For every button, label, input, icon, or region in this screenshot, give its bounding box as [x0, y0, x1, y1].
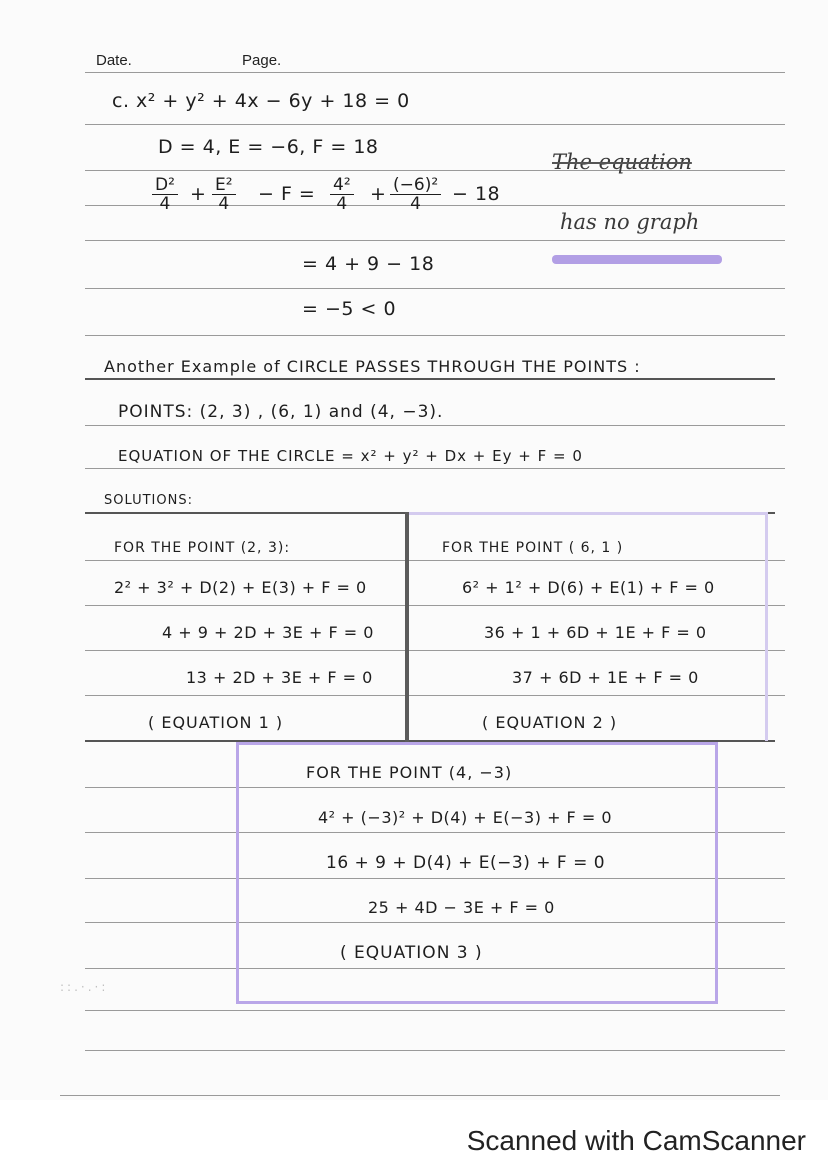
- part-c-equation: c. x² + y² + 4x − 6y + 18 = 0: [112, 90, 410, 112]
- solutions-label: SOLUTIONS:: [104, 493, 193, 508]
- fraction-minus-six-squared: $\frac{\text{(−6)²}}{4}$: [390, 176, 441, 213]
- equation-2-label: ( EQUATION 2 ): [482, 713, 618, 732]
- ruled-line: [85, 425, 785, 426]
- left-col-line1: 2² + 3² + D(2) + E(3) + F = 0: [114, 578, 367, 597]
- equation-1-label: ( EQUATION 1 ): [148, 713, 284, 732]
- camscanner-watermark: Scanned with CamScanner: [466, 1125, 806, 1156]
- no-graph-note-line2: has no graph: [560, 210, 700, 234]
- no-graph-note-line1: The equation: [552, 150, 692, 174]
- scan-noise: ::.·.·:: [60, 980, 109, 994]
- part-c-coefficients: D = 4, E = −6, F = 18: [158, 136, 379, 158]
- ruled-line: [60, 1095, 780, 1096]
- bottom-line1: 4² + (−3)² + D(4) + E(−3) + F = 0: [318, 808, 613, 827]
- fraction-d-squared: $\frac{\text{D²}}{4}$: [152, 176, 178, 213]
- part-c-step2: = 4 + 9 − 18: [302, 253, 435, 275]
- ruled-line: [85, 1010, 785, 1011]
- equation-3-label: ( EQUATION 3 ): [340, 943, 483, 963]
- ruled-line: [85, 124, 785, 125]
- highlight-stroke: [552, 255, 722, 264]
- right-col-line3: 37 + 6D + 1E + F = 0: [512, 668, 699, 687]
- date-label: Date.: [96, 52, 132, 69]
- bottom-heading: FOR THE POINT (4, −3): [306, 763, 513, 782]
- ruled-line: [85, 288, 785, 289]
- ruled-line: [85, 240, 785, 241]
- ruled-line: [85, 72, 785, 73]
- example-title: Another Example of CIRCLE PASSES THROUGH THE POINTS :: [104, 357, 641, 376]
- ruled-line: [85, 468, 785, 469]
- part-c-step3: = −5 < 0: [302, 298, 397, 320]
- right-col-line1: 6² + 1² + D(6) + E(1) + F = 0: [462, 578, 715, 597]
- bottom-line3: 25 + 4D − 3E + F = 0: [368, 898, 555, 917]
- ruled-line: [85, 1050, 785, 1051]
- left-col-heading: FOR THE POINT (2, 3):: [114, 540, 291, 556]
- general-equation: EQUATION OF THE CIRCLE = x² + y² + Dx + Ey + F = 0: [118, 447, 583, 465]
- right-col-heading: FOR THE POINT ( 6, 1 ): [442, 540, 624, 556]
- page-label: Page.: [242, 52, 282, 69]
- fraction-e-squared: $\frac{\text{E²}}{4}$: [212, 176, 236, 213]
- ruled-line: [85, 335, 785, 336]
- bottom-line2: 16 + 9 + D(4) + E(−3) + F = 0: [326, 853, 606, 873]
- left-col-line3: 13 + 2D + 3E + F = 0: [186, 668, 373, 687]
- notebook-page: Date. Page. c. x² + y² + 4x − 6y + 18 = 0 D = 4, E = −6, F = 18 $\frac{\text{D²}}{4}$ + $\frac{\text{E²}}{4}$ − F = $\frac{\text{4²}}{4}$ + $\frac{\text{(−6)²}}{4}$ − 18 = 4 + 9 − 18 = −5 < 0 The equation has no graph Another Example of CIRCLE PASSES THROUGH THE POINTS : POINTS: (2, 3) , (6, 1) and (4, −3). EQUATION OF THE CIRCLE = x² + y² + Dx + Ey + F = 0 SOLUTIONS: FOR THE POINT (2, 3): 2² + 3² + D(2) + E(3) + F = 0 4 + 9 + 2D + 3E + F = 0 13 + 2D + 3E + F = 0 ( EQUATION 1 ) FOR THE POINT ( 6, 1 ) 6² + 1² + D(6) + E(1) + F = 0 36 + 1 + 6D + 1E + F = 0 37 + 6D + 1E + F = 0 ( EQUATION 2 ) FOR THE POINT (4, −3) 4² + (−3)² + D(4) + E(−3) + F = 0 16 + 9 + D(4) + E(−3) + F = 0 25 + 4D − 3E + F = 0 ( EQUATION 3 ) ::.·.·:: [0, 0, 828, 1100]
- example-points: POINTS: (2, 3) , (6, 1) and (4, −3).: [118, 402, 444, 422]
- fraction-four-squared: $\frac{\text{4²}}{4}$: [330, 176, 354, 213]
- right-col-line2: 36 + 1 + 6D + 1E + F = 0: [484, 623, 707, 642]
- ruled-line: [85, 378, 775, 380]
- left-col-line2: 4 + 9 + 2D + 3E + F = 0: [162, 623, 374, 642]
